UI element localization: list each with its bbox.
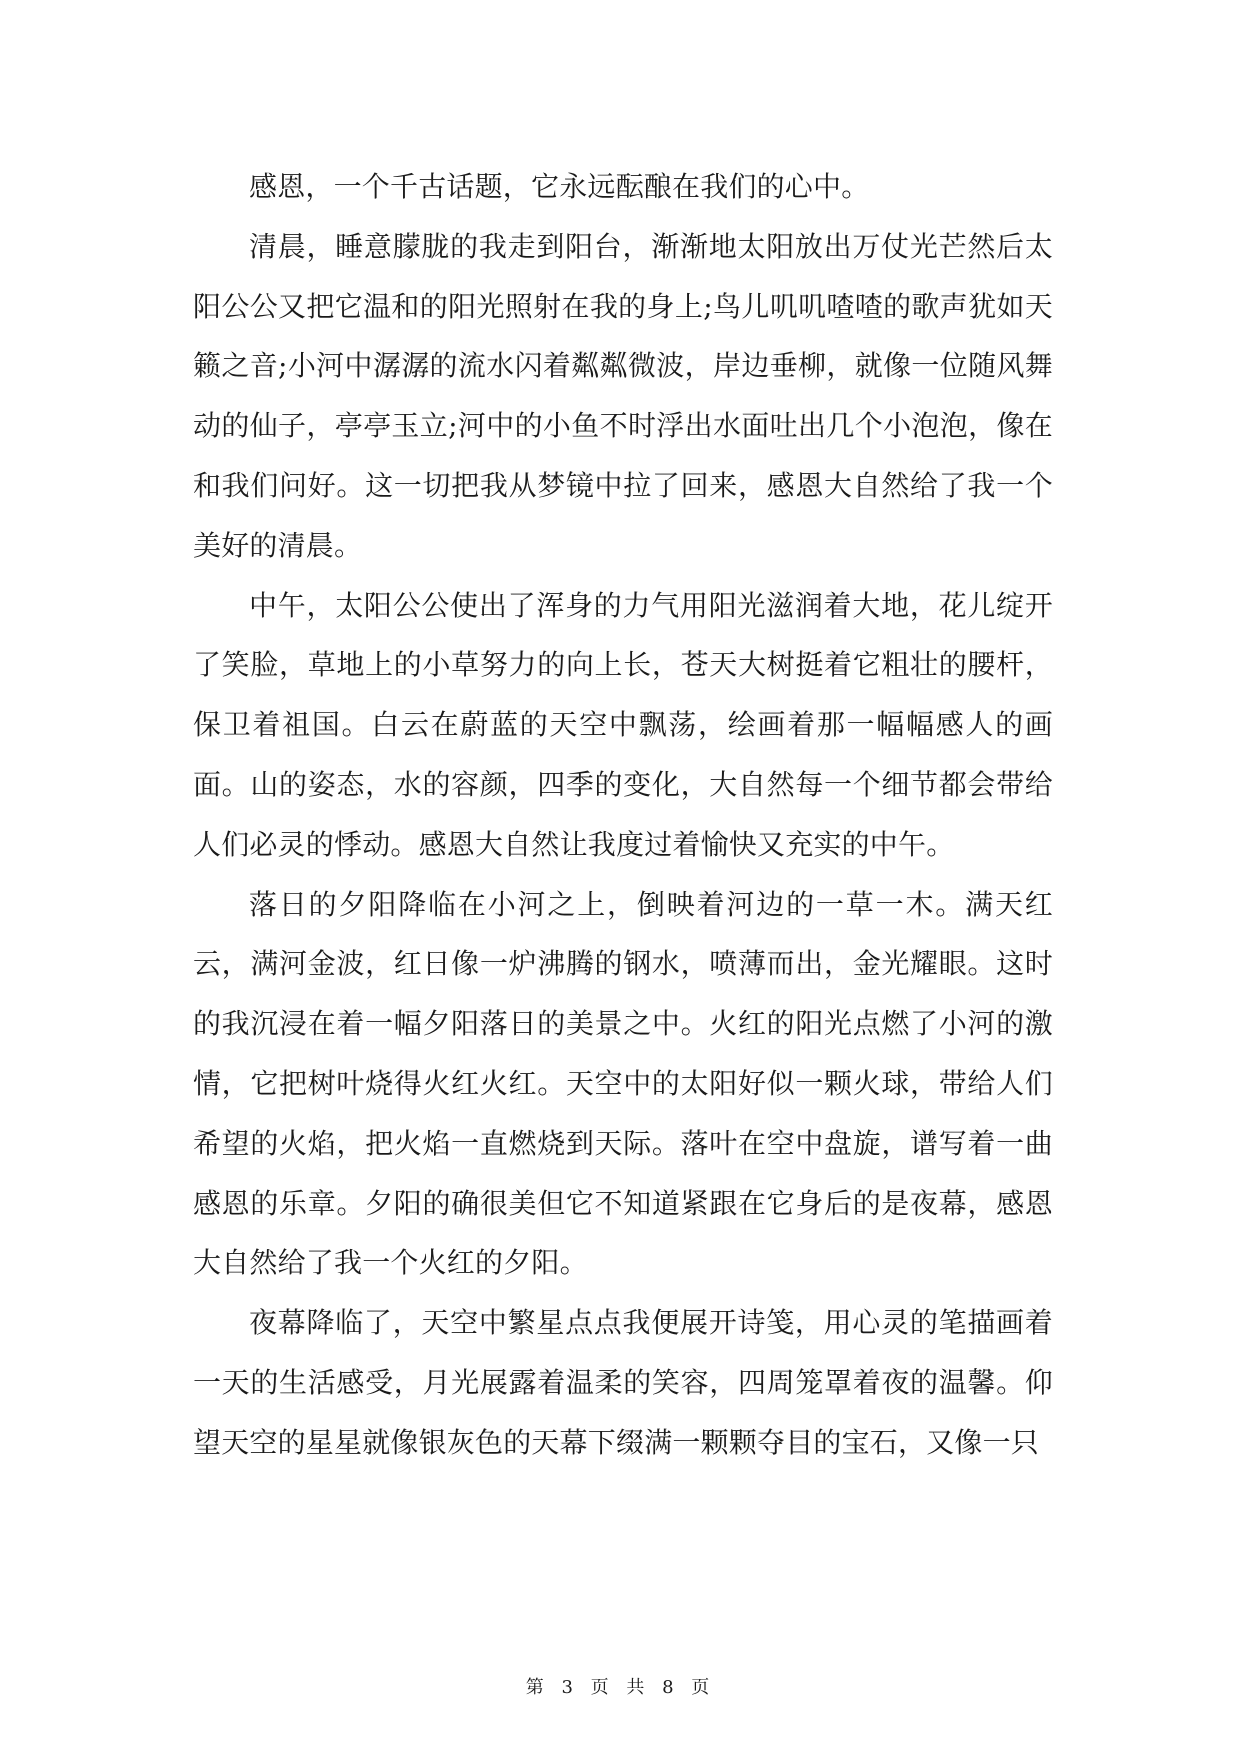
paragraph: 感恩，一个千古话题，它永远酝酿在我们的心中。 — [249, 170, 870, 203]
paragraph: 中午，太阳公公使出了浑身的力气用阳光滋润着大地，花儿绽开了笑脸，草地上的小草努力的向上长，苍天大树挺着它粗壮的腰杆，保卫着祖国。白云在蔚蓝的天空中飘荡，绘画着那一幅幅感人的画面。山的姿态，水的容颜，四季的变化，大自然每一个细节都会带给人们必灵的悸动。感恩大自然让我度过着愉快又充实的中午。 — [193, 588, 1053, 861]
page-footer — [0, 1676, 1241, 1700]
paragraph: 夜幕降临了，天空中繁星点点我便展开诗笺，用心灵的笔描画着一天的生活感受，月光展露着温柔的笑容，四周笼罩着夜的温馨。仰望天空的星星就像银灰色的天幕下缀满一颗颗夺目的宝石，又像一只 — [193, 1306, 1053, 1459]
paragraph: 清晨，睡意朦胧的我走到阳台，渐渐地太阳放出万仗光芒然后太阳公公又把它温和的阳光照射在我的身上;鸟儿叽叽喳喳的歌声犹如天籁之音;小河中潺潺的流水闪着粼粼微波，岸边垂柳，就像一位随风舞动的仙子，亭亭玉立;河中的小鱼不时浮出水面吐出几个小泡泡，像在和我们问好。这一切把我从梦镜中拉了回来，感恩大自然给了我一个美好的清晨。 — [193, 229, 1053, 562]
page-number: 第 3 页 共 8 页 — [525, 1677, 716, 1698]
paragraph: 落日的夕阳降临在小河之上，倒映着河边的一草一木。满天红云，满河金波，红日像一炉沸腾的钢水，喷薄而出，金光耀眼。这时的我沉浸在着一幅夕阳落日的美景之中。火红的阳光点燃了小河的激情，它把树叶烧得火红火红。天空中的太阳好似一颗火球，带给人们希望的火焰，把火焰一直燃烧到天际。落叶在空中盘旋，谱写着一曲感恩的乐章。夕阳的确很美但它不知道紧跟在它身后的是夜幕，感恩大自然给了我一个火红的夕阳。 — [193, 887, 1053, 1280]
document-body — [193, 157, 1053, 1473]
